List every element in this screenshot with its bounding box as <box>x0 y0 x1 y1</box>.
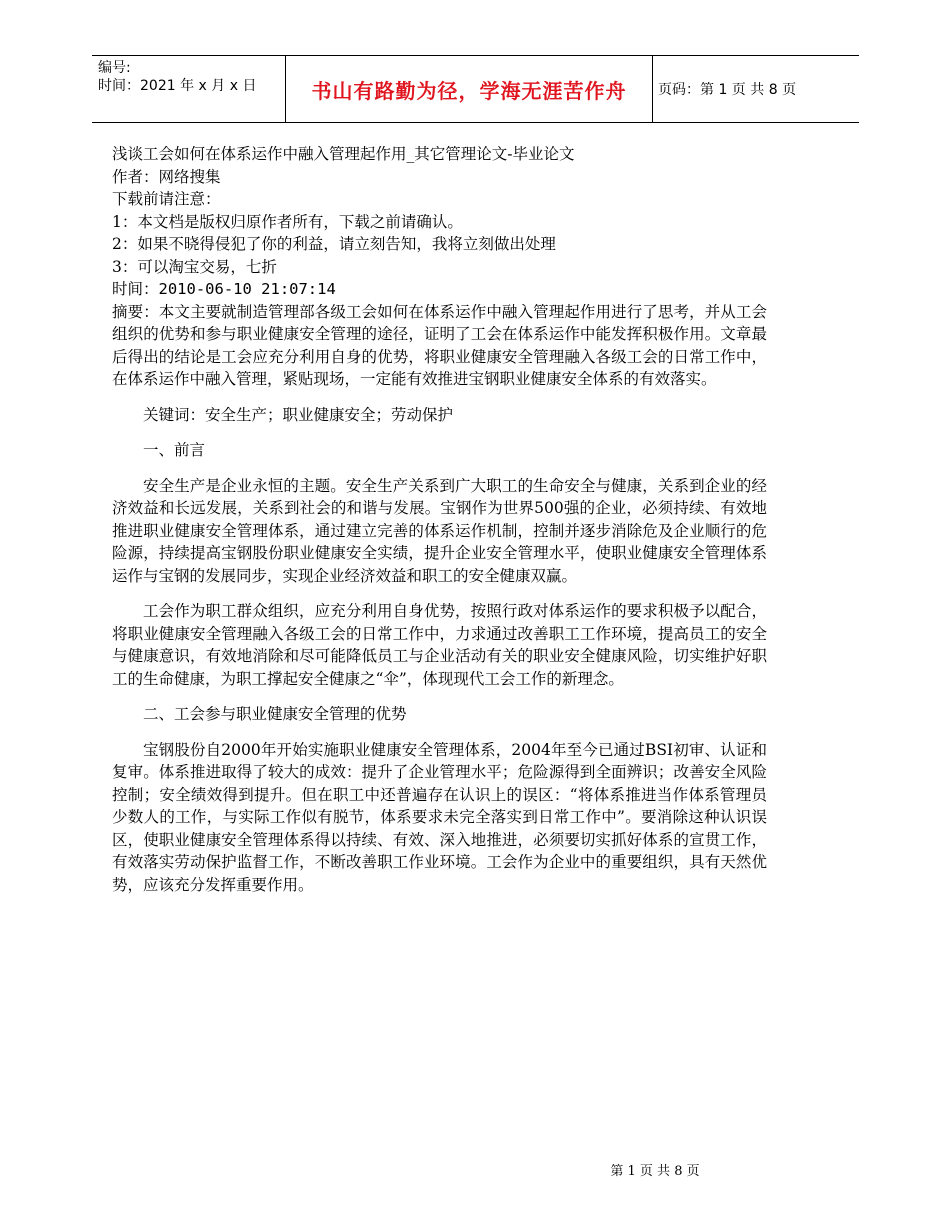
notice-item: 1：本文档是版权归原作者所有，下载之前请确认。 <box>112 212 463 231</box>
body-paragraph: 宝钢股份自2000年开始实施职业健康安全管理体系，2004年至今已通过BSI初审、认证和复审。体系推进取得了较大的成效：提升了企业管理水平；危险源得到全面辨识；改善安全风险控制；安全绩效得到提升。但在职工中还普遍存在认识上的误区：“将体系推进当作体系管理员少数人的工作，与实际工作似有脱节，体系要求未完全落实到日常工作中”。要消除这种认识误区，使职业健康安全管理体系得以持续、有效、深入地推进，必须要切实抓好体系的宣贯工作，有效落实劳动保护监督工作，不断改善职工作业环境。工会作为企业中的重要组织，具有天然优势，应该充分发挥重要作用。 <box>112 740 767 894</box>
keywords-line: 关键词：安全生产；职业健康安全；劳动保护 <box>143 405 454 424</box>
notice-heading: 下载前请注意： <box>112 190 221 208</box>
page-header <box>92 55 859 123</box>
header-number-label: 编号: <box>98 60 131 76</box>
section-heading: 二、工会参与职业健康安全管理的优势 <box>143 705 407 723</box>
document-author: 作者：网络搜集 <box>112 167 221 186</box>
document-body <box>112 143 767 896</box>
header-page-info: 页码：第 1 页 共 8 页 <box>658 82 797 98</box>
document-time: 时间：2010-06-10 21:07:14 <box>112 280 336 298</box>
abstract-paragraph: 摘要：本文主要就制造管理部各级工会如何在体系运作中融入管理起作用进行了思考，并从工会组织的优势和参与职业健康安全管理的途径，证明了工会在体系运作中能发挥积极作用。文章最后得出的结论是工会应充分利用自身的优势，将职业健康安全管理融入各级工会的日常工作中，在体系运作中融入管理，紧贴现场，一定能有效推进宝钢职业健康安全体系的有效落实。 <box>112 302 767 388</box>
notice-item: 3：可以淘宝交易，七折 <box>112 257 277 276</box>
section-heading: 一、前言 <box>143 441 206 459</box>
notice-item: 2：如果不晓得侵犯了你的利益，请立刻告知，我将立刻做出处理 <box>112 235 556 253</box>
header-time-label: 时间：2021 年 x 月 x 日 <box>98 78 257 94</box>
body-paragraph: 工会作为职工群众组织，应充分利用自身优势，按照行政对体系运作的要求积极予以配合，将职业健康安全管理融入各级工会的日常工作中，力求通过改善职工工作环境，提高员工的安全与健康意识，有效地消除和尽可能降低员工与企业活动有关的职业安全健康风险，切实维护好职工的生命健康，为职工撑起安全健康之“伞”，体现现代工会工作的新理念。 <box>112 602 767 688</box>
header-motto: 书山有路勤为径，学海无涯苦作舟 <box>311 78 627 103</box>
header-divider <box>652 56 653 122</box>
page-footer: 第 1 页 共 8 页 <box>610 1164 700 1179</box>
document-title: 浅谈工会如何在体系运作中融入管理起作用_其它管理论文-毕业论文 <box>112 145 575 163</box>
body-paragraph: 安全生产是企业永恒的主题。安全生产关系到广大职工的生命安全与健康，关系到企业的经济效益和长远发展，关系到社会的和谐与发展。宝钢作为世界500强的企业，必须持续、有效地推进职业健康安全管理体系，通过建立完善的体系运作机制，控制并逐步消除危及企业顺行的危险源，持续提高宝钢股份职业健康安全实绩，提升企业安全管理水平，使职业健康安全管理体系运作与宝钢的发展同步，实现企业经济效益和职工的安全健康双赢。 <box>112 476 767 585</box>
header-meta <box>98 59 283 95</box>
